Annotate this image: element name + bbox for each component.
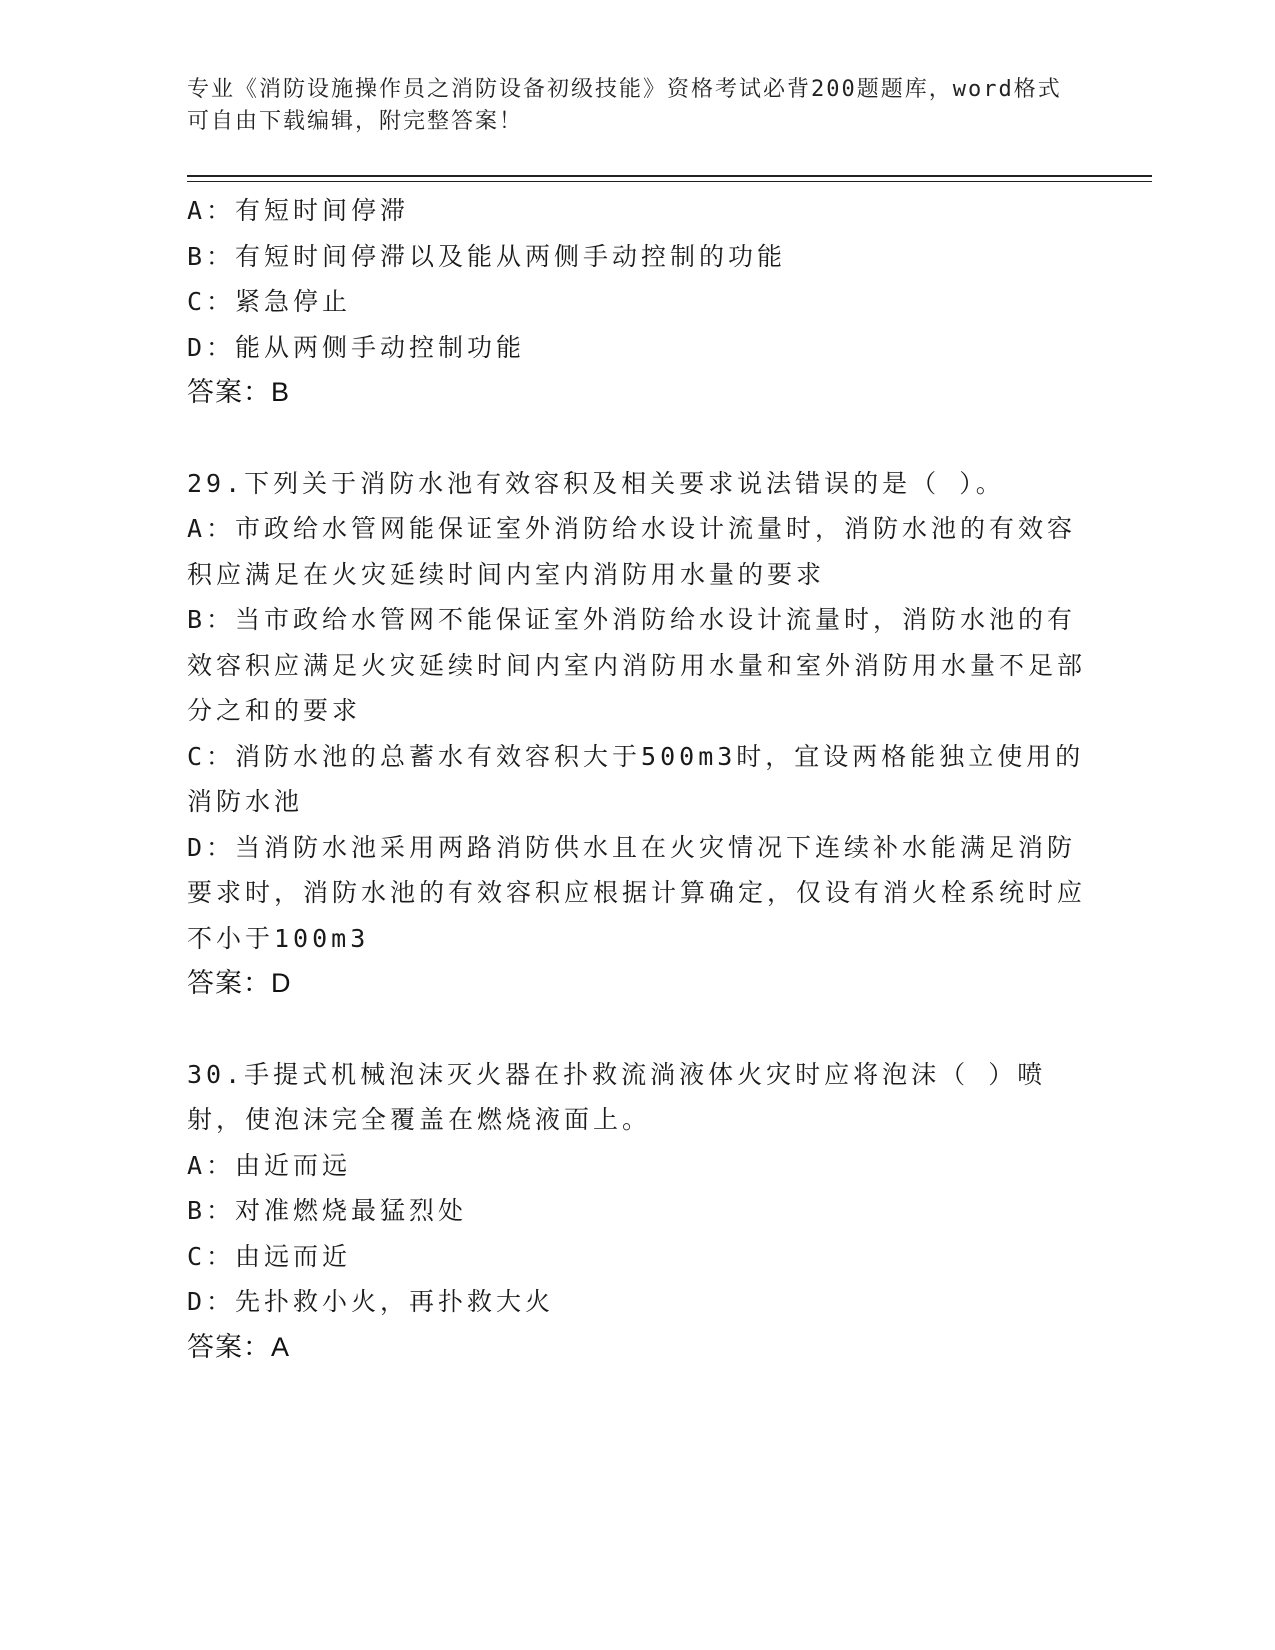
q30-option-a: A：由近而远 (187, 1150, 352, 1180)
question-28-block (187, 188, 1087, 416)
q28-option-c: C：紧急停止 (187, 287, 352, 316)
q29-option-d: D：当消防水池采用两路消防供水且在火灾情况下连续补水能满足消防要求时，消防水池的有效容积应根据计算确定，仅设有消火栓系统时应不小于100m3 (187, 832, 1087, 953)
header-divider-thick (187, 175, 1152, 177)
q30-option-b: B：对准燃烧最猛烈处 (187, 1196, 468, 1225)
question-29-block (187, 461, 1087, 1007)
header-text: 专业《消防设施操作员之消防设备初级技能》资格考试必背200题题库，word格式可自由下载编辑，附完整答案！ (187, 77, 1062, 134)
q29-option-c: C：消防水池的总蓄水有效容积大于500m3时，宜设两格能独立使用的消防水池 (187, 741, 1085, 816)
q30-answer: 答案：A (187, 1331, 291, 1362)
q28-option-b: B：有短时间停滞以及能从两侧手动控制的功能 (187, 241, 787, 271)
question-content (187, 188, 1087, 1370)
header-divider-thin (187, 181, 1152, 182)
document-header (187, 74, 1067, 138)
q28-answer: 答案：B (187, 377, 291, 407)
q29-option-a: A：市政给水管网能保证室外消防给水设计流量时，消防水池的有效容积应满足在火灾延续时间内室内消防用水量的要求 (187, 514, 1077, 589)
question-30-block (187, 1052, 1087, 1371)
q29-option-b: B：当市政给水管网不能保证室外消防给水设计流量时，消防水池的有效容积应满足火灾延续时间内室内消防用水量和室外消防用水量不足部分之和的要求 (187, 605, 1087, 725)
q28-option-a: A：有短时间停滞 (187, 196, 410, 225)
spacer (187, 1007, 1087, 1052)
q28-option-d: D：能从两侧手动控制功能 (187, 332, 526, 362)
spacer (187, 416, 1087, 461)
q29-question: 29.下列关于消防水池有效容积及相关要求说法错误的是（ ）。 (187, 468, 1005, 498)
q30-option-c: C：由远而近 (187, 1241, 352, 1271)
q30-question: 30.手提式机械泡沫灭火器在扑救流淌液体火灾时应将泡沫（ ）喷射，使泡沫完全覆盖在燃烧液面上。 (187, 1059, 1047, 1134)
q30-option-d: D：先扑救小火，再扑救大火 (187, 1287, 555, 1316)
q29-answer: 答案：D (187, 968, 292, 998)
